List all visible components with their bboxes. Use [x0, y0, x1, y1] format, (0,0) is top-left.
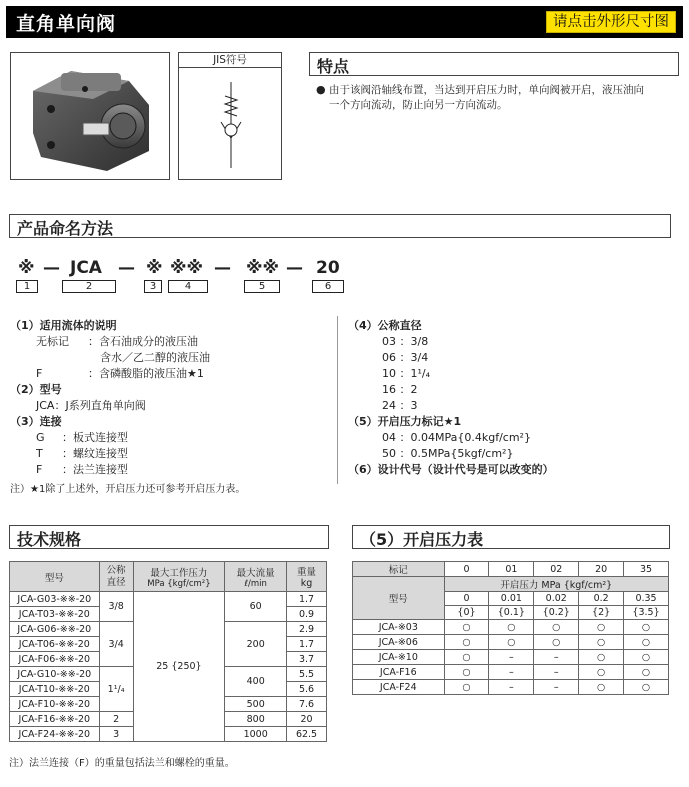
table-row: JCA-F24 — [353, 680, 445, 695]
outline-dimension-button[interactable]: 请点击外形尺寸图 — [546, 11, 676, 33]
conn-t-desc: ：螺纹连接型 — [62, 447, 128, 460]
h-press: 开启压力 MPa {kgf/cm²} — [444, 577, 668, 592]
code-dash: — — [286, 258, 303, 278]
conn-f-desc: ：法兰连接型 — [62, 463, 128, 476]
table-cell: – — [489, 650, 534, 665]
code-box-3: 3 — [144, 280, 162, 293]
table-cell: 2 — [99, 712, 133, 727]
code-box-6: 6 — [312, 280, 344, 293]
table-cell: 1.7 — [287, 637, 327, 652]
table-row: JCA-F24-※※-20 — [10, 727, 100, 742]
table-cell: – — [489, 680, 534, 695]
table-cell: {3.5} — [624, 606, 669, 620]
code-box-1: 1 — [16, 280, 38, 293]
table-cell: {2} — [579, 606, 624, 620]
table-cell: ○ — [489, 620, 534, 635]
divider — [337, 316, 338, 484]
code-box-4: 4 — [168, 280, 208, 293]
crack-mark-50: 50 ：0.5MPa{5kgf/cm²} — [382, 447, 514, 460]
table-cell: ○ — [534, 620, 579, 635]
table-cell: 25 {250} — [133, 592, 225, 742]
crack-header — [352, 525, 670, 549]
size-row: 06 ：3/4 — [382, 351, 429, 364]
code-part-5: ※※ — [246, 258, 280, 278]
specs-header — [9, 525, 329, 549]
naming-list-right — [348, 318, 554, 478]
table-cell: ○ — [579, 680, 624, 695]
conn-f: F — [36, 463, 43, 476]
table-cell: ○ — [444, 620, 489, 635]
section-2-heading: （2）型号 — [10, 383, 62, 396]
table-row: JCA-G10-※※-20 — [10, 667, 100, 682]
code-dash: — — [43, 258, 60, 278]
features-title: 特点 — [317, 57, 350, 76]
table-cell: 35 — [624, 562, 669, 577]
table-cell: 0.35 — [624, 592, 669, 606]
table-cell: 5.6 — [287, 682, 327, 697]
section-6-heading: （6）设计代号（设计代号是可以改变的） — [348, 463, 554, 476]
table-cell: ○ — [624, 650, 669, 665]
table-cell: 7.6 — [287, 697, 327, 712]
crack-table — [352, 561, 669, 695]
specs-table — [9, 561, 327, 742]
section-5-heading: （5）开启压力标记★1 — [348, 415, 462, 428]
table-cell: ○ — [579, 620, 624, 635]
size-row: 16 ：2 — [382, 383, 418, 396]
table-row: JCA-G06-※※-20 — [10, 622, 100, 637]
code-part-1: ※ — [18, 258, 35, 278]
col-model: 型号 — [10, 562, 100, 592]
fluid-petroleum: ：含石油成分的液压油 — [88, 335, 198, 348]
code-dash: — — [118, 258, 135, 278]
table-cell: ○ — [624, 665, 669, 680]
table-cell: 0.9 — [287, 607, 327, 622]
col-pressure: 最大工作压力 MPa {kgf/cm²} — [133, 562, 225, 592]
table-cell: ○ — [444, 635, 489, 650]
code-dash: — — [214, 258, 231, 278]
table-cell: {0.1} — [489, 606, 534, 620]
check-valve-symbol-icon — [179, 68, 281, 178]
table-cell: 0 — [444, 562, 489, 577]
table-cell: 3/4 — [99, 622, 133, 667]
table-cell: 20 — [579, 562, 624, 577]
table-cell: 800 — [225, 712, 287, 727]
table-row: JCA-T03-※※-20 — [10, 607, 100, 622]
naming-note: 注）★1除了上述外，开启压力还可参考开启压力表。 — [10, 484, 246, 495]
table-cell: 0.02 — [534, 592, 579, 606]
model-description: JCA：J系列直角单向阀 — [36, 399, 146, 412]
table-cell: – — [489, 665, 534, 680]
table-cell: 62.5 — [287, 727, 327, 742]
table-cell: 200 — [225, 622, 287, 667]
table-cell: 5.5 — [287, 667, 327, 682]
table-cell: 60 — [225, 592, 287, 622]
table-row: JCA-G03-※※-20 — [10, 592, 100, 607]
table-row: JCA-F16 — [353, 665, 445, 680]
features-text-1: 由于该阀沿轴线布置，当达到开启压力时，单向阀被开启，液压油向 — [329, 84, 644, 96]
table-cell: ○ — [534, 635, 579, 650]
table-cell: 2.9 — [287, 622, 327, 637]
table-cell: {0.2} — [534, 606, 579, 620]
code-box-5: 5 — [244, 280, 280, 293]
size-row: 10 ：1¹/₄ — [382, 367, 431, 380]
table-row: JCA-T10-※※-20 — [10, 682, 100, 697]
table-cell: ○ — [624, 620, 669, 635]
code-part-3: ※ — [146, 258, 163, 278]
crack-mark-04: 04 ：0.04MPa{0.4kgf/cm²} — [382, 431, 531, 444]
table-row: JCA-※03 — [353, 620, 445, 635]
conn-g: G — [36, 431, 45, 444]
fluid-water-glycol: 含水／乙二醇的液压油 — [100, 351, 210, 364]
table-cell: – — [534, 650, 579, 665]
specs-title: 技术规格 — [17, 530, 82, 549]
features-text-2: 一个方向流动，防止向另一方向流动。 — [329, 99, 508, 111]
table-cell: ○ — [489, 635, 534, 650]
title-bar — [6, 6, 683, 38]
h-model: 型号 — [353, 577, 445, 620]
section-1-heading: （1）适用流体的说明 — [10, 319, 117, 332]
table-row: JCA-F10-※※-20 — [10, 697, 100, 712]
table-cell: 3 — [99, 727, 133, 742]
table-cell: 3.7 — [287, 652, 327, 667]
section-3-heading: （3）连接 — [10, 415, 62, 428]
table-cell: ○ — [444, 665, 489, 680]
table-cell: 1¹/₄ — [99, 667, 133, 712]
table-cell: 0.01 — [489, 592, 534, 606]
table-cell: 1.7 — [287, 592, 327, 607]
naming-header — [9, 214, 671, 238]
conn-g-desc: ：板式连接型 — [62, 431, 128, 444]
naming-list-left — [10, 318, 245, 498]
table-cell: 0.2 — [579, 592, 624, 606]
code-part-2: JCA — [70, 258, 102, 278]
table-cell: 1000 — [225, 727, 287, 742]
jis-label: JIS符号 — [179, 53, 281, 68]
table-cell: ○ — [624, 635, 669, 650]
jis-symbol-box — [178, 52, 282, 180]
table-cell: 20 — [287, 712, 327, 727]
naming-title: 产品命名方法 — [17, 219, 114, 238]
table-cell: ○ — [579, 650, 624, 665]
fluid-phosphate: ：含磷酸脂的液压油★1 — [88, 367, 204, 380]
table-cell: 0 — [444, 592, 489, 606]
table-cell: – — [534, 680, 579, 695]
conn-t: T — [36, 447, 43, 460]
code-box-2: 2 — [62, 280, 116, 293]
table-cell: 500 — [225, 697, 287, 712]
table-cell: 01 — [489, 562, 534, 577]
table-cell: ○ — [579, 635, 624, 650]
col-size: 公称直径 — [99, 562, 133, 592]
table-cell: 02 — [534, 562, 579, 577]
table-row: JCA-T06-※※-20 — [10, 637, 100, 652]
crack-title: （5）开启压力表 — [360, 530, 484, 549]
table-cell: ○ — [624, 680, 669, 695]
table-row: JCA-※10 — [353, 650, 445, 665]
product-photo — [10, 52, 170, 180]
table-row: JCA-※06 — [353, 635, 445, 650]
code-part-4: ※※ — [170, 258, 204, 278]
table-row: JCA-F06-※※-20 — [10, 652, 100, 667]
specs-note: 注）法兰连接（F）的重量包括法兰和螺栓的重量。 — [9, 758, 235, 769]
h-mark: 标记 — [353, 562, 445, 577]
table-cell: – — [534, 665, 579, 680]
section-4-heading: （4）公称直径 — [348, 319, 422, 332]
table-row: JCA-F16-※※-20 — [10, 712, 100, 727]
page-title: 直角单向阀 — [16, 13, 117, 35]
features-bullet: ● — [316, 83, 326, 96]
features-header — [309, 52, 679, 76]
size-row: 24 ：3 — [382, 399, 418, 412]
code-part-6: 20 — [316, 258, 340, 278]
table-cell: ○ — [444, 650, 489, 665]
table-cell: ○ — [579, 665, 624, 680]
table-cell: ○ — [444, 680, 489, 695]
col-weight: 重量 kg — [287, 562, 327, 592]
valve-image — [11, 53, 169, 179]
table-cell: {0} — [444, 606, 489, 620]
table-cell: 400 — [225, 667, 287, 697]
no-mark-label: 无标记 — [36, 335, 69, 348]
table-cell: 3/8 — [99, 592, 133, 622]
size-row: 03 ：3/8 — [382, 335, 429, 348]
col-flow: 最大流量 ℓ/min — [225, 562, 287, 592]
f-mark-label: F — [36, 367, 43, 380]
